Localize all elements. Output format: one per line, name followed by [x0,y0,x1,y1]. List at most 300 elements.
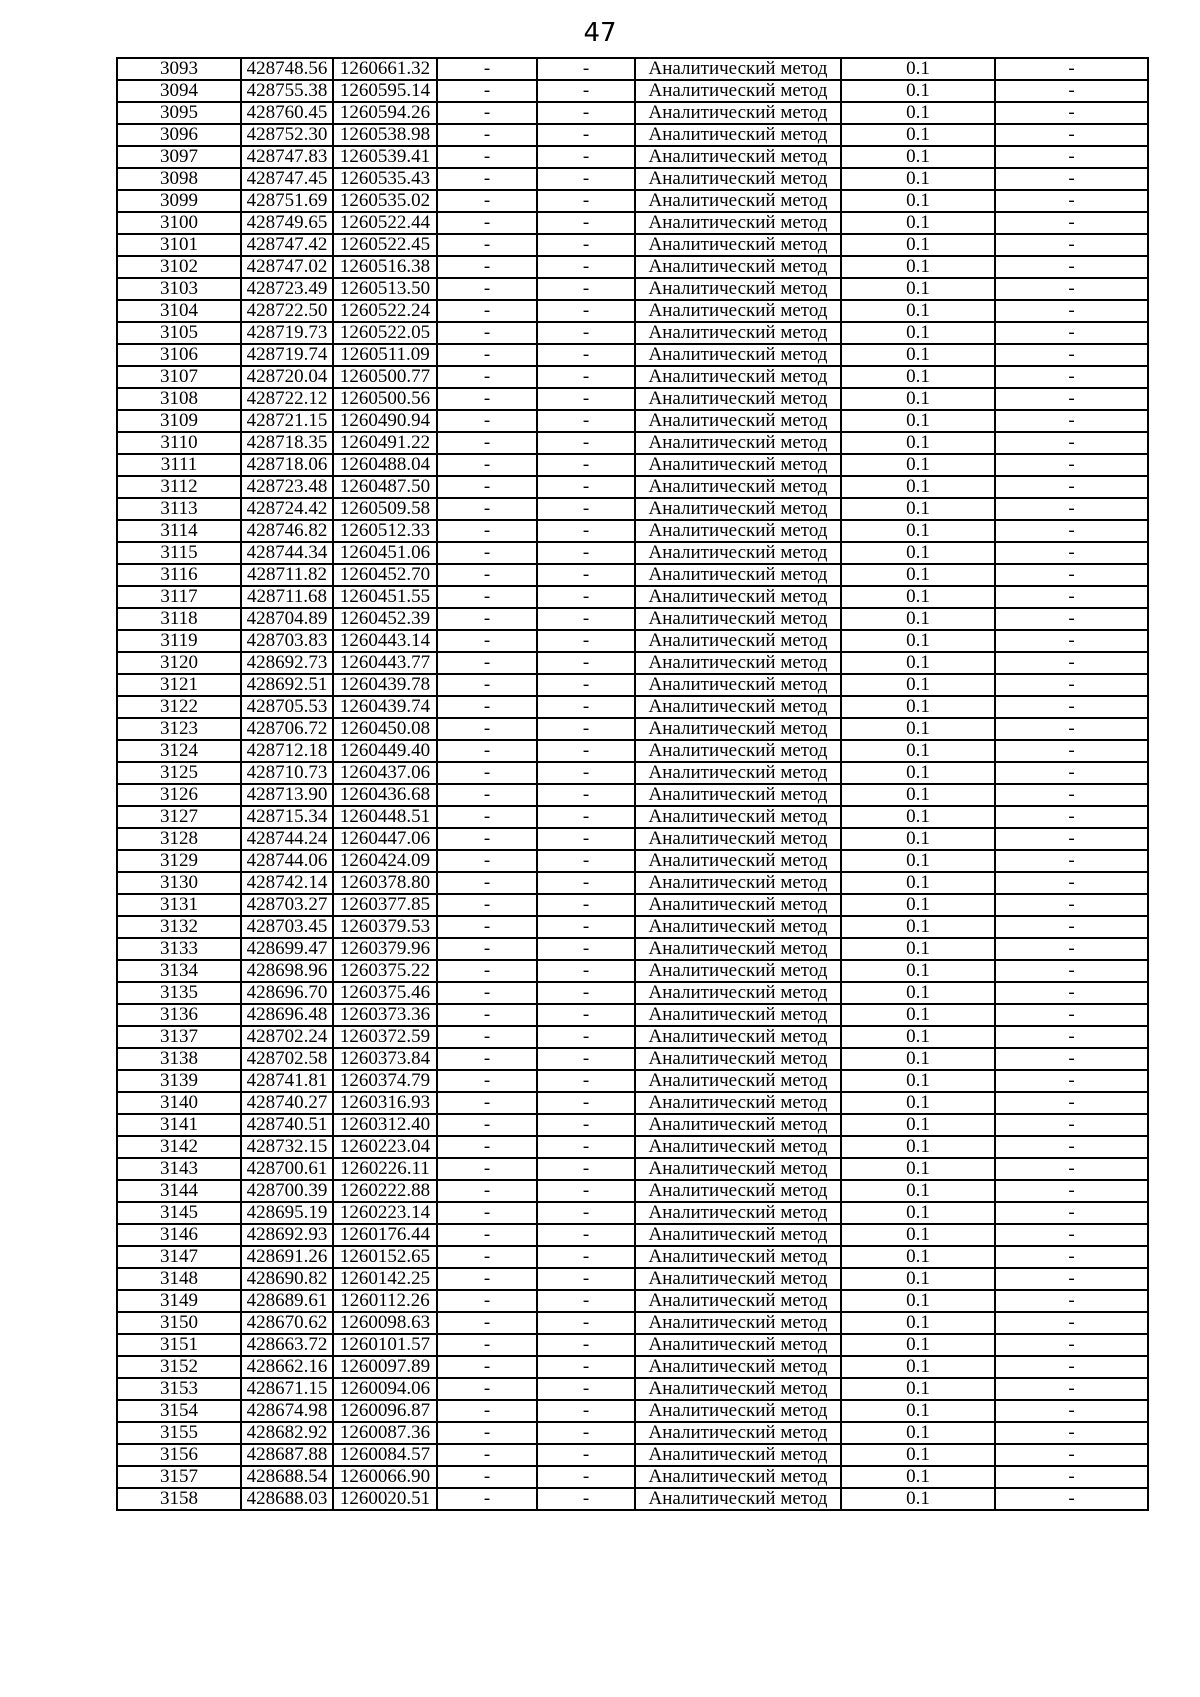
col4-cell: - [437,344,537,366]
col8-cell: - [995,916,1148,938]
accuracy-cell: 0.1 [841,80,995,102]
point-number-cell: 3137 [117,1026,241,1048]
col4-cell: - [437,1246,537,1268]
point-number-cell: 3153 [117,1378,241,1400]
col4-cell: - [437,58,537,80]
col8-cell: - [995,1312,1148,1334]
method-cell: Аналитический метод [635,762,841,784]
method-cell: Аналитический метод [635,102,841,124]
col5-cell: - [537,784,635,806]
col5-cell: - [537,1136,635,1158]
x-coordinate-cell: 428696.48 [241,1004,333,1026]
method-cell: Аналитический метод [635,1378,841,1400]
table-row [117,1312,1148,1334]
x-coordinate-cell: 428688.03 [241,1488,333,1510]
accuracy-cell: 0.1 [841,1334,995,1356]
accuracy-cell: 0.1 [841,806,995,828]
method-cell: Аналитический метод [635,1136,841,1158]
table-row [117,1070,1148,1092]
table-row [117,1444,1148,1466]
table-row [117,80,1148,102]
y-coordinate-cell: 1260443.77 [333,652,437,674]
col5-cell: - [537,1290,635,1312]
point-number-cell: 3143 [117,1158,241,1180]
table-row [117,344,1148,366]
method-cell: Аналитический метод [635,454,841,476]
col4-cell: - [437,1048,537,1070]
col4-cell: - [437,718,537,740]
table-row [117,58,1148,80]
table-row [117,410,1148,432]
col5-cell: - [537,1444,635,1466]
col4-cell: - [437,168,537,190]
col4-cell: - [437,762,537,784]
table-row [117,762,1148,784]
point-number-cell: 3120 [117,652,241,674]
col8-cell: - [995,1114,1148,1136]
accuracy-cell: 0.1 [841,212,995,234]
col4-cell: - [437,872,537,894]
col5-cell: - [537,1246,635,1268]
y-coordinate-cell: 1260488.04 [333,454,437,476]
accuracy-cell: 0.1 [841,1488,995,1510]
table-row [117,234,1148,256]
accuracy-cell: 0.1 [841,608,995,630]
col8-cell: - [995,322,1148,344]
accuracy-cell: 0.1 [841,1356,995,1378]
method-cell: Аналитический метод [635,1312,841,1334]
col8-cell: - [995,872,1148,894]
x-coordinate-cell: 428747.42 [241,234,333,256]
accuracy-cell: 0.1 [841,1268,995,1290]
method-cell: Аналитический метод [635,586,841,608]
accuracy-cell: 0.1 [841,366,995,388]
col4-cell: - [437,652,537,674]
y-coordinate-cell: 1260539.41 [333,146,437,168]
accuracy-cell: 0.1 [841,1158,995,1180]
y-coordinate-cell: 1260312.40 [333,1114,437,1136]
col5-cell: - [537,1180,635,1202]
col8-cell: - [995,300,1148,322]
y-coordinate-cell: 1260223.04 [333,1136,437,1158]
col4-cell: - [437,1202,537,1224]
accuracy-cell: 0.1 [841,146,995,168]
col5-cell: - [537,278,635,300]
col4-cell: - [437,1224,537,1246]
table-row [117,1268,1148,1290]
y-coordinate-cell: 1260452.70 [333,564,437,586]
x-coordinate-cell: 428732.15 [241,1136,333,1158]
y-coordinate-cell: 1260316.93 [333,1092,437,1114]
point-number-cell: 3093 [117,58,241,80]
table-row [117,190,1148,212]
y-coordinate-cell: 1260522.45 [333,234,437,256]
col8-cell: - [995,586,1148,608]
col8-cell: - [995,1268,1148,1290]
x-coordinate-cell: 428722.50 [241,300,333,322]
col8-cell: - [995,432,1148,454]
point-number-cell: 3105 [117,322,241,344]
col4-cell: - [437,1466,537,1488]
method-cell: Аналитический метод [635,256,841,278]
x-coordinate-cell: 428688.54 [241,1466,333,1488]
x-coordinate-cell: 428702.58 [241,1048,333,1070]
table-row [117,630,1148,652]
table-row [117,1488,1148,1510]
y-coordinate-cell: 1260522.44 [333,212,437,234]
x-coordinate-cell: 428700.39 [241,1180,333,1202]
col4-cell: - [437,322,537,344]
table-row [117,982,1148,1004]
col8-cell: - [995,784,1148,806]
col5-cell: - [537,652,635,674]
col8-cell: - [995,278,1148,300]
col8-cell: - [995,124,1148,146]
col5-cell: - [537,1422,635,1444]
method-cell: Аналитический метод [635,1026,841,1048]
col8-cell: - [995,718,1148,740]
point-number-cell: 3147 [117,1246,241,1268]
col5-cell: - [537,168,635,190]
x-coordinate-cell: 428705.53 [241,696,333,718]
table-row [117,256,1148,278]
col5-cell: - [537,586,635,608]
method-cell: Аналитический метод [635,1444,841,1466]
y-coordinate-cell: 1260500.77 [333,366,437,388]
point-number-cell: 3109 [117,410,241,432]
col5-cell: - [537,1378,635,1400]
col8-cell: - [995,190,1148,212]
method-cell: Аналитический метод [635,388,841,410]
x-coordinate-cell: 428751.69 [241,190,333,212]
y-coordinate-cell: 1260443.14 [333,630,437,652]
accuracy-cell: 0.1 [841,322,995,344]
col5-cell: - [537,1114,635,1136]
accuracy-cell: 0.1 [841,388,995,410]
col4-cell: - [437,564,537,586]
method-cell: Аналитический метод [635,916,841,938]
y-coordinate-cell: 1260101.57 [333,1334,437,1356]
method-cell: Аналитический метод [635,1356,841,1378]
point-number-cell: 3132 [117,916,241,938]
y-coordinate-cell: 1260094.06 [333,1378,437,1400]
table-row [117,1422,1148,1444]
point-number-cell: 3116 [117,564,241,586]
x-coordinate-cell: 428740.27 [241,1092,333,1114]
col4-cell: - [437,256,537,278]
col5-cell: - [537,916,635,938]
accuracy-cell: 0.1 [841,696,995,718]
x-coordinate-cell: 428744.24 [241,828,333,850]
coordinates-table [116,57,1149,1511]
x-coordinate-cell: 428760.45 [241,102,333,124]
method-cell: Аналитический метод [635,366,841,388]
y-coordinate-cell: 1260223.14 [333,1202,437,1224]
col8-cell: - [995,256,1148,278]
accuracy-cell: 0.1 [841,1092,995,1114]
col8-cell: - [995,982,1148,1004]
col5-cell: - [537,1312,635,1334]
accuracy-cell: 0.1 [841,1378,995,1400]
table-row [117,652,1148,674]
y-coordinate-cell: 1260594.26 [333,102,437,124]
method-cell: Аналитический метод [635,58,841,80]
col4-cell: - [437,1290,537,1312]
x-coordinate-cell: 428744.34 [241,542,333,564]
col4-cell: - [437,1136,537,1158]
y-coordinate-cell: 1260379.96 [333,938,437,960]
y-coordinate-cell: 1260538.98 [333,124,437,146]
accuracy-cell: 0.1 [841,1246,995,1268]
method-cell: Аналитический метод [635,872,841,894]
point-number-cell: 3138 [117,1048,241,1070]
x-coordinate-cell: 428671.15 [241,1378,333,1400]
col4-cell: - [437,960,537,982]
y-coordinate-cell: 1260595.14 [333,80,437,102]
col8-cell: - [995,58,1148,80]
accuracy-cell: 0.1 [841,762,995,784]
table-row [117,542,1148,564]
table-row [117,1356,1148,1378]
col5-cell: - [537,300,635,322]
y-coordinate-cell: 1260451.06 [333,542,437,564]
table-row [117,1180,1148,1202]
accuracy-cell: 0.1 [841,1422,995,1444]
col5-cell: - [537,1334,635,1356]
method-cell: Аналитический метод [635,542,841,564]
point-number-cell: 3115 [117,542,241,564]
col8-cell: - [995,454,1148,476]
col5-cell: - [537,850,635,872]
point-number-cell: 3097 [117,146,241,168]
point-number-cell: 3113 [117,498,241,520]
y-coordinate-cell: 1260516.38 [333,256,437,278]
point-number-cell: 3104 [117,300,241,322]
table-row [117,586,1148,608]
col5-cell: - [537,630,635,652]
point-number-cell: 3136 [117,1004,241,1026]
x-coordinate-cell: 428699.47 [241,938,333,960]
col8-cell: - [995,498,1148,520]
table-row [117,454,1148,476]
point-number-cell: 3149 [117,1290,241,1312]
col5-cell: - [537,828,635,850]
y-coordinate-cell: 1260152.65 [333,1246,437,1268]
y-coordinate-cell: 1260439.78 [333,674,437,696]
col8-cell: - [995,80,1148,102]
accuracy-cell: 0.1 [841,454,995,476]
col4-cell: - [437,1400,537,1422]
point-number-cell: 3128 [117,828,241,850]
method-cell: Аналитический метод [635,608,841,630]
col8-cell: - [995,652,1148,674]
table-row [117,1400,1148,1422]
col8-cell: - [995,1158,1148,1180]
point-number-cell: 3155 [117,1422,241,1444]
y-coordinate-cell: 1260096.87 [333,1400,437,1422]
y-coordinate-cell: 1260522.24 [333,300,437,322]
accuracy-cell: 0.1 [841,234,995,256]
y-coordinate-cell: 1260377.85 [333,894,437,916]
point-number-cell: 3100 [117,212,241,234]
table-row [117,1004,1148,1026]
table-row [117,1026,1148,1048]
method-cell: Аналитический метод [635,278,841,300]
col8-cell: - [995,960,1148,982]
col8-cell: - [995,1026,1148,1048]
col4-cell: - [437,300,537,322]
col8-cell: - [995,520,1148,542]
col4-cell: - [437,1004,537,1026]
col8-cell: - [995,1004,1148,1026]
col8-cell: - [995,168,1148,190]
table-row [117,1224,1148,1246]
x-coordinate-cell: 428698.96 [241,960,333,982]
col5-cell: - [537,608,635,630]
col4-cell: - [437,1444,537,1466]
table-row [117,1114,1148,1136]
x-coordinate-cell: 428692.51 [241,674,333,696]
x-coordinate-cell: 428724.42 [241,498,333,520]
accuracy-cell: 0.1 [841,278,995,300]
table-row [117,498,1148,520]
table-row [117,960,1148,982]
y-coordinate-cell: 1260511.09 [333,344,437,366]
method-cell: Аналитический метод [635,234,841,256]
method-cell: Аналитический метод [635,190,841,212]
method-cell: Аналитический метод [635,938,841,960]
point-number-cell: 3123 [117,718,241,740]
point-number-cell: 3150 [117,1312,241,1334]
point-number-cell: 3098 [117,168,241,190]
col4-cell: - [437,850,537,872]
point-number-cell: 3158 [117,1488,241,1510]
col4-cell: - [437,1180,537,1202]
x-coordinate-cell: 428715.34 [241,806,333,828]
table-row [117,1378,1148,1400]
y-coordinate-cell: 1260097.89 [333,1356,437,1378]
table-row [117,146,1148,168]
col4-cell: - [437,1070,537,1092]
method-cell: Аналитический метод [635,1004,841,1026]
y-coordinate-cell: 1260372.59 [333,1026,437,1048]
col8-cell: - [995,1400,1148,1422]
col4-cell: - [437,608,537,630]
x-coordinate-cell: 428682.92 [241,1422,333,1444]
accuracy-cell: 0.1 [841,1136,995,1158]
y-coordinate-cell: 1260176.44 [333,1224,437,1246]
point-number-cell: 3110 [117,432,241,454]
accuracy-cell: 0.1 [841,938,995,960]
col8-cell: - [995,388,1148,410]
accuracy-cell: 0.1 [841,1466,995,1488]
y-coordinate-cell: 1260226.11 [333,1158,437,1180]
point-number-cell: 3156 [117,1444,241,1466]
col5-cell: - [537,564,635,586]
point-number-cell: 3108 [117,388,241,410]
col8-cell: - [995,762,1148,784]
point-number-cell: 3133 [117,938,241,960]
method-cell: Аналитический метод [635,1400,841,1422]
accuracy-cell: 0.1 [841,102,995,124]
accuracy-cell: 0.1 [841,1180,995,1202]
col8-cell: - [995,1224,1148,1246]
method-cell: Аналитический метод [635,1488,841,1510]
col5-cell: - [537,454,635,476]
method-cell: Аналитический метод [635,740,841,762]
col8-cell: - [995,234,1148,256]
method-cell: Аналитический метод [635,1422,841,1444]
col4-cell: - [437,212,537,234]
col4-cell: - [437,740,537,762]
point-number-cell: 3142 [117,1136,241,1158]
y-coordinate-cell: 1260439.74 [333,696,437,718]
x-coordinate-cell: 428755.38 [241,80,333,102]
x-coordinate-cell: 428740.51 [241,1114,333,1136]
col5-cell: - [537,718,635,740]
method-cell: Аналитический метод [635,520,841,542]
method-cell: Аналитический метод [635,80,841,102]
accuracy-cell: 0.1 [841,1290,995,1312]
col8-cell: - [995,564,1148,586]
col8-cell: - [995,1422,1148,1444]
accuracy-cell: 0.1 [841,586,995,608]
col5-cell: - [537,674,635,696]
table-row [117,322,1148,344]
col5-cell: - [537,1070,635,1092]
y-coordinate-cell: 1260084.57 [333,1444,437,1466]
accuracy-cell: 0.1 [841,520,995,542]
col5-cell: - [537,322,635,344]
table-row [117,938,1148,960]
col5-cell: - [537,102,635,124]
page-number: 47 [583,18,617,48]
x-coordinate-cell: 428744.06 [241,850,333,872]
y-coordinate-cell: 1260066.90 [333,1466,437,1488]
accuracy-cell: 0.1 [841,542,995,564]
col8-cell: - [995,1334,1148,1356]
y-coordinate-cell: 1260491.22 [333,432,437,454]
point-number-cell: 3148 [117,1268,241,1290]
method-cell: Аналитический метод [635,718,841,740]
accuracy-cell: 0.1 [841,828,995,850]
y-coordinate-cell: 1260374.79 [333,1070,437,1092]
col5-cell: - [537,146,635,168]
col8-cell: - [995,806,1148,828]
point-number-cell: 3139 [117,1070,241,1092]
col4-cell: - [437,1312,537,1334]
y-coordinate-cell: 1260490.94 [333,410,437,432]
point-number-cell: 3152 [117,1356,241,1378]
x-coordinate-cell: 428718.35 [241,432,333,454]
col5-cell: - [537,388,635,410]
table-row [117,784,1148,806]
y-coordinate-cell: 1260379.53 [333,916,437,938]
col4-cell: - [437,102,537,124]
point-number-cell: 3119 [117,630,241,652]
point-number-cell: 3118 [117,608,241,630]
y-coordinate-cell: 1260450.08 [333,718,437,740]
point-number-cell: 3102 [117,256,241,278]
method-cell: Аналитический метод [635,652,841,674]
col5-cell: - [537,960,635,982]
method-cell: Аналитический метод [635,476,841,498]
x-coordinate-cell: 428718.06 [241,454,333,476]
method-cell: Аналитический метод [635,1224,841,1246]
col8-cell: - [995,1202,1148,1224]
y-coordinate-cell: 1260098.63 [333,1312,437,1334]
method-cell: Аналитический метод [635,300,841,322]
